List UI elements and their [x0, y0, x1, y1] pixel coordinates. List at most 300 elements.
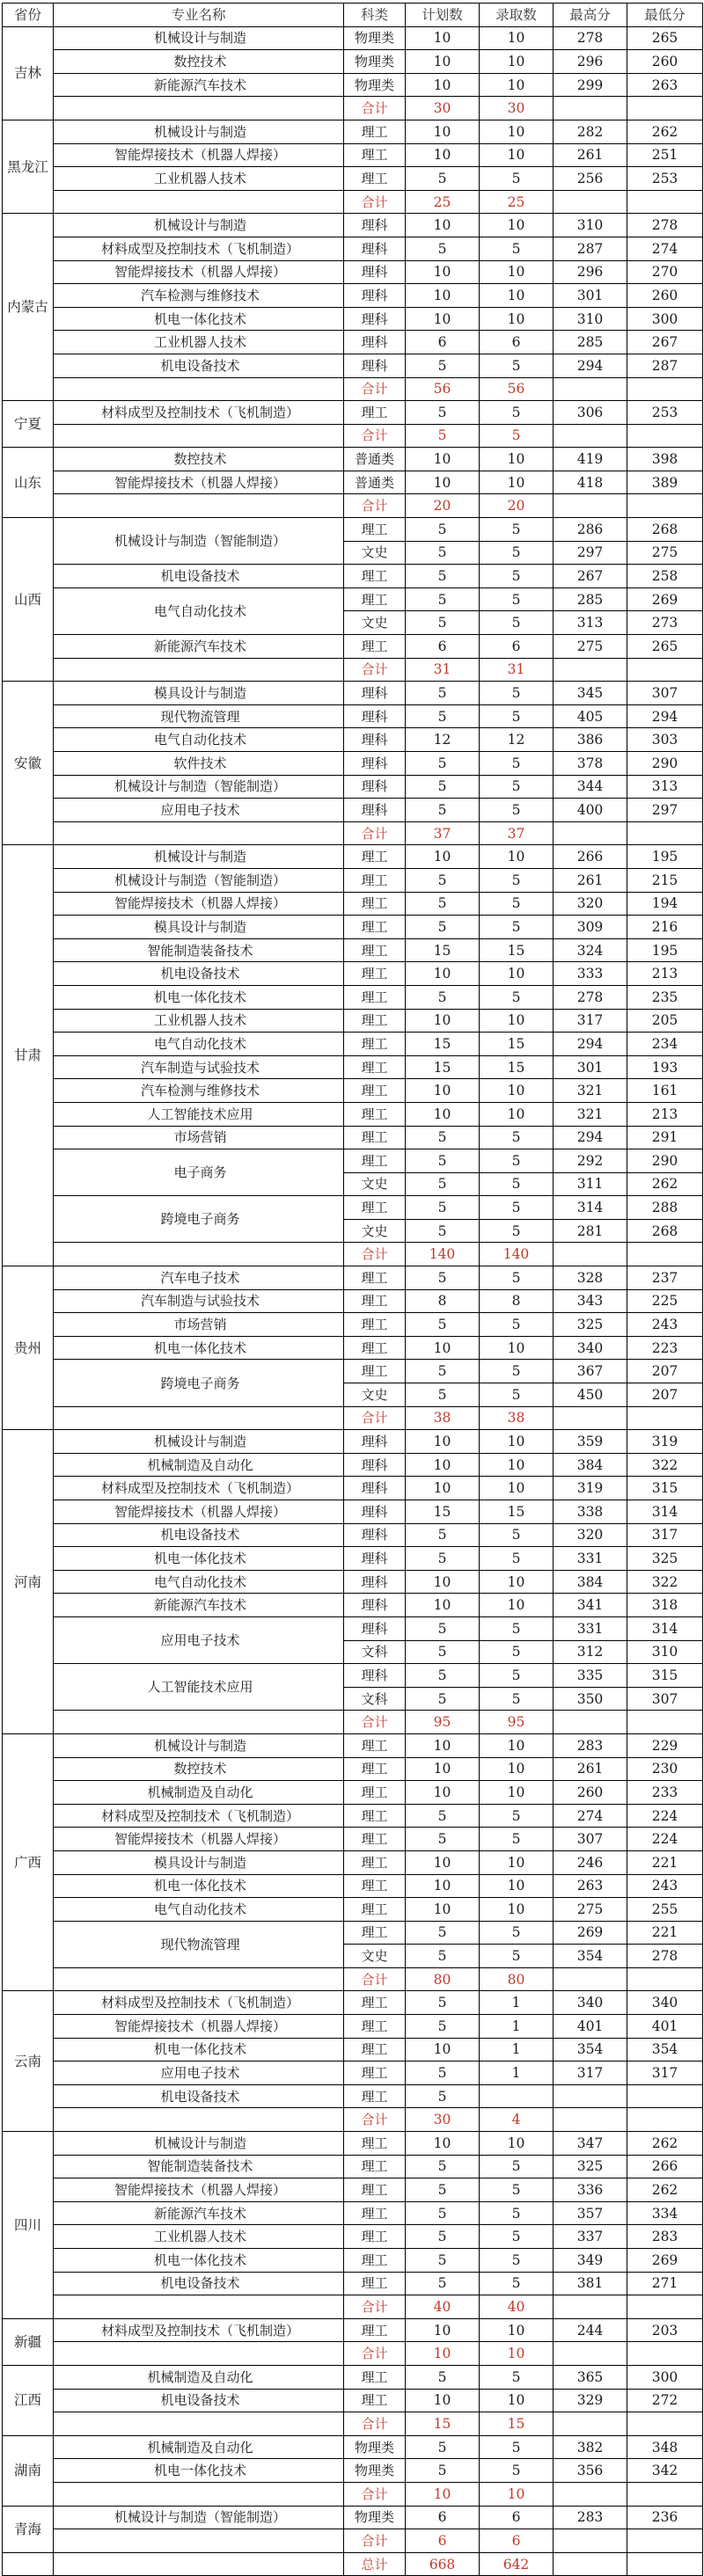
- admit-count: 5: [480, 704, 554, 728]
- table-row: [3, 2132, 703, 2156]
- subject-category: 理工: [344, 1757, 406, 1781]
- min-score: 314: [627, 1500, 703, 1524]
- plan-count: 10: [406, 1336, 480, 1360]
- table-row: [3, 401, 703, 425]
- subject-category: 物理类: [344, 2435, 406, 2459]
- max-score: 418: [554, 471, 627, 494]
- subtotal-empty: [627, 1711, 703, 1734]
- admit-count: 15: [480, 938, 554, 962]
- subject-category: 文史: [344, 541, 406, 565]
- admit-count: 5: [480, 1266, 554, 1290]
- min-score: 221: [627, 1921, 703, 1945]
- max-score: 357: [554, 2201, 627, 2225]
- plan-count: 12: [406, 728, 480, 752]
- max-score: 260: [554, 1781, 627, 1805]
- major-name: 机械设计与制造: [54, 1733, 344, 1757]
- admit-count: 10: [480, 1009, 554, 1033]
- subject-category: 理工: [344, 2178, 406, 2202]
- subtotal-major-empty: [54, 2108, 344, 2132]
- major-name: 机电设备技术: [54, 2084, 344, 2108]
- min-score: 161: [627, 1079, 703, 1103]
- plan-count: 10: [406, 1079, 480, 1103]
- subject-category: 理工: [344, 2249, 406, 2273]
- subtotal-label: 合计: [344, 1406, 406, 1430]
- subtotal-major-empty: [54, 1243, 344, 1266]
- subtotal-admit: 10: [480, 2482, 554, 2506]
- subject-category: 理工: [344, 2225, 406, 2249]
- max-score: 267: [554, 565, 627, 588]
- subtotal-label: 合计: [344, 2529, 406, 2553]
- subject-category: 物理类: [344, 2506, 406, 2529]
- min-score: 260: [627, 50, 703, 74]
- table-row: [3, 2201, 703, 2225]
- subtotal-admit: 25: [480, 190, 554, 214]
- plan-count: 5: [406, 799, 480, 822]
- table-row: [3, 1102, 703, 1126]
- subtotal-empty: [554, 97, 627, 120]
- subtotal-row: [3, 1243, 703, 1266]
- subtotal-admit: 38: [480, 1406, 554, 1430]
- table-row: [3, 1313, 703, 1337]
- admit-count: 10: [480, 1594, 554, 1617]
- major-name: 电气自动化技术: [54, 587, 344, 634]
- table-row: [3, 1289, 703, 1313]
- subject-category: 理工: [344, 120, 406, 143]
- max-score: 278: [554, 26, 627, 50]
- subtotal-admit: 80: [480, 1967, 554, 1991]
- subtotal-major-empty: [54, 190, 344, 214]
- major-name: 机械设计与制造: [54, 2132, 344, 2156]
- subtotal-row: [3, 2482, 703, 2506]
- min-score: 273: [627, 611, 703, 635]
- min-score: 283: [627, 2225, 703, 2249]
- max-score: 281: [554, 1219, 627, 1243]
- max-score: 246: [554, 1850, 627, 1874]
- table-row: [3, 1523, 703, 1547]
- admit-count: 5: [480, 541, 554, 565]
- subtotal-empty: [554, 377, 627, 401]
- min-score: 216: [627, 916, 703, 939]
- admit-count: 5: [480, 1921, 554, 1945]
- subtotal-plan: 95: [406, 1711, 480, 1734]
- plan-count: 5: [406, 1921, 480, 1945]
- admit-count: 10: [480, 471, 554, 494]
- major-name: 汽车检测与维修技术: [54, 284, 344, 308]
- table-row: [3, 214, 703, 237]
- max-score: 340: [554, 1336, 627, 1360]
- table-row: [3, 237, 703, 260]
- max-score: 294: [554, 1126, 627, 1149]
- admit-count: 5: [480, 2365, 554, 2389]
- plan-count: 5: [406, 752, 480, 776]
- table-row: [3, 2506, 703, 2529]
- header-admitted: 录取数: [480, 4, 554, 27]
- table-row: [3, 1828, 703, 1851]
- max-score: 359: [554, 1430, 627, 1454]
- header-max-score: 最高分: [554, 4, 627, 27]
- subject-category: 理科: [344, 752, 406, 776]
- admit-count: 12: [480, 728, 554, 752]
- max-score: 269: [554, 1921, 627, 1945]
- subtotal-major-empty: [54, 658, 344, 682]
- min-score: 275: [627, 541, 703, 565]
- subject-category: 理工: [344, 1266, 406, 1290]
- grand-total-empty: [627, 2552, 703, 2576]
- plan-count: 5: [406, 518, 480, 542]
- subtotal-row: [3, 377, 703, 401]
- table-row: [3, 845, 703, 869]
- min-score: 253: [627, 401, 703, 425]
- min-score: 243: [627, 1874, 703, 1898]
- major-name: 机电设备技术: [54, 2272, 344, 2295]
- major-name: 跨境电子商务: [54, 1196, 344, 1243]
- admit-count: 10: [480, 1757, 554, 1781]
- table-row: [3, 1898, 703, 1922]
- max-score: 261: [554, 1757, 627, 1781]
- plan-count: 10: [406, 2318, 480, 2342]
- plan-count: 5: [406, 2435, 480, 2459]
- max-score: 292: [554, 1149, 627, 1173]
- province-name: 广西: [3, 1733, 54, 1991]
- province-name: 山东: [3, 448, 54, 518]
- subtotal-plan: 10: [406, 2342, 480, 2366]
- major-name: 新能源汽车技术: [54, 73, 344, 97]
- subtotal-plan: 5: [406, 424, 480, 448]
- grand-total-label: 总计: [344, 2552, 406, 2576]
- subtotal-label: 合计: [344, 2412, 406, 2436]
- table-row: [3, 26, 703, 50]
- subject-category: 文科: [344, 1640, 406, 1664]
- admit-count: 10: [480, 1733, 554, 1757]
- table-row: [3, 2015, 703, 2039]
- admit-count: 5: [480, 1383, 554, 1407]
- min-score: 243: [627, 1313, 703, 1337]
- major-name: 机械制造及自动化: [54, 2435, 344, 2459]
- min-score: 303: [627, 728, 703, 752]
- table-row: [3, 938, 703, 962]
- subtotal-admit: 31: [480, 658, 554, 682]
- subtotal-empty: [627, 1243, 703, 1266]
- table-row: [3, 2038, 703, 2062]
- subtotal-admit: 6: [480, 2529, 554, 2553]
- max-score: 244: [554, 2318, 627, 2342]
- plan-count: 5: [406, 1687, 480, 1711]
- table-row: [3, 2318, 703, 2342]
- table-row: [3, 1126, 703, 1149]
- plan-count: 10: [406, 2038, 480, 2062]
- subject-category: 理工: [344, 1828, 406, 1851]
- subtotal-empty: [627, 821, 703, 845]
- subject-category: 理工: [344, 1313, 406, 1337]
- subtotal-label: 合计: [344, 377, 406, 401]
- table-row: [3, 682, 703, 705]
- subtotal-plan: 56: [406, 377, 480, 401]
- subject-category: 理工: [344, 1102, 406, 1126]
- table-body: [3, 26, 703, 2576]
- subtotal-empty: [627, 2295, 703, 2319]
- max-score: 335: [554, 1664, 627, 1688]
- major-name: 机械设计与制造: [54, 214, 344, 237]
- subject-category: 理工: [344, 565, 406, 588]
- admit-count: 5: [480, 2155, 554, 2178]
- table-row: [3, 1477, 703, 1500]
- admit-count: 10: [480, 2132, 554, 2156]
- table-row: [3, 1991, 703, 2015]
- subtotal-row: [3, 2412, 703, 2436]
- major-name: 机电一体化技术: [54, 307, 344, 331]
- subject-category: 物理类: [344, 50, 406, 74]
- min-score: 268: [627, 518, 703, 542]
- subtotal-admit: 10: [480, 2342, 554, 2366]
- major-name: 现代物流管理: [54, 704, 344, 728]
- subject-category: 理工: [344, 962, 406, 986]
- admit-count: 5: [480, 1616, 554, 1640]
- min-score: 195: [627, 845, 703, 869]
- table-row: [3, 2084, 703, 2108]
- max-score: 336: [554, 2178, 627, 2202]
- plan-count: 5: [406, 1360, 480, 1383]
- max-score: 331: [554, 1547, 627, 1571]
- min-score: 262: [627, 2178, 703, 2202]
- max-score: 296: [554, 50, 627, 74]
- subtotal-empty: [554, 1967, 627, 1991]
- min-score: 272: [627, 2389, 703, 2412]
- major-name: 工业机器人技术: [54, 2225, 344, 2249]
- subject-category: 理工: [344, 1898, 406, 1922]
- table-row: [3, 1850, 703, 1874]
- subject-category: 理科: [344, 799, 406, 822]
- subtotal-major-empty: [54, 2295, 344, 2319]
- admit-count: 10: [480, 448, 554, 471]
- subtotal-admit: 20: [480, 494, 554, 518]
- min-score: 274: [627, 237, 703, 260]
- table-row: [3, 1453, 703, 1477]
- major-name: 机械设计与制造: [54, 26, 344, 50]
- min-score: 224: [627, 1828, 703, 1851]
- max-score: 313: [554, 611, 627, 635]
- min-score: 207: [627, 1360, 703, 1383]
- subtotal-admit: 40: [480, 2295, 554, 2319]
- admit-count: 10: [480, 284, 554, 308]
- major-name: 机电一体化技术: [54, 2038, 344, 2062]
- max-score: 405: [554, 704, 627, 728]
- major-name: 市场营销: [54, 1313, 344, 1337]
- major-name: 智能焊接技术（机器人焊接）: [54, 892, 344, 916]
- max-score: 325: [554, 1313, 627, 1337]
- major-name: 智能制造装备技术: [54, 938, 344, 962]
- plan-count: 5: [406, 892, 480, 916]
- max-score: 310: [554, 214, 627, 237]
- table-row: [3, 2178, 703, 2202]
- subtotal-row: [3, 1711, 703, 1734]
- table-row: [3, 587, 703, 611]
- max-score: 386: [554, 728, 627, 752]
- plan-count: 10: [406, 260, 480, 284]
- max-score: 261: [554, 143, 627, 167]
- subject-category: 理科: [344, 728, 406, 752]
- subtotal-plan: 10: [406, 2482, 480, 2506]
- subtotal-empty: [554, 494, 627, 518]
- table-row: [3, 752, 703, 776]
- subject-category: 理科: [344, 775, 406, 799]
- major-name: 机械制造及自动化: [54, 2365, 344, 2389]
- admit-count: [480, 2084, 554, 2108]
- subject-category: 理科: [344, 331, 406, 354]
- subject-category: 物理类: [344, 26, 406, 50]
- subtotal-label: 合计: [344, 1711, 406, 1734]
- subtotal-label: 合计: [344, 658, 406, 682]
- admit-count: 10: [480, 50, 554, 74]
- min-score: 294: [627, 704, 703, 728]
- table-row: [3, 1360, 703, 1383]
- table-row: [3, 167, 703, 191]
- plan-count: 5: [406, 2178, 480, 2202]
- plan-count: 5: [406, 611, 480, 635]
- plan-count: 10: [406, 26, 480, 50]
- plan-count: 10: [406, 2132, 480, 2156]
- subtotal-empty: [554, 1711, 627, 1734]
- admit-count: 1: [480, 1991, 554, 2015]
- plan-count: 10: [406, 1009, 480, 1033]
- subject-category: 理科: [344, 354, 406, 377]
- max-score: 283: [554, 2506, 627, 2529]
- header-province: 省份: [3, 4, 54, 27]
- admit-count: 10: [480, 1477, 554, 1500]
- min-score: 317: [627, 2062, 703, 2085]
- plan-count: 5: [406, 2225, 480, 2249]
- subject-category: 理科: [344, 1477, 406, 1500]
- plan-count: 5: [406, 565, 480, 588]
- min-score: 271: [627, 2272, 703, 2295]
- major-name: 材料成型及控制技术（飞机制造）: [54, 401, 344, 425]
- plan-count: 5: [406, 541, 480, 565]
- table-row: [3, 307, 703, 331]
- max-score: 309: [554, 916, 627, 939]
- admit-count: 10: [480, 845, 554, 869]
- major-name: 材料成型及控制技术（飞机制造）: [54, 2318, 344, 2342]
- major-name: 机电一体化技术: [54, 2249, 344, 2273]
- subject-category: 理科: [344, 1616, 406, 1640]
- table-row: [3, 916, 703, 939]
- major-name: 工业机器人技术: [54, 1009, 344, 1033]
- max-score: 278: [554, 985, 627, 1009]
- subtotal-major-empty: [54, 494, 344, 518]
- subject-category: 理工: [344, 518, 406, 542]
- min-score: 268: [627, 1219, 703, 1243]
- min-score: 193: [627, 1055, 703, 1079]
- admit-count: 5: [480, 916, 554, 939]
- province-name: 新疆: [3, 2318, 54, 2365]
- min-score: 269: [627, 2249, 703, 2273]
- table-row: [3, 1149, 703, 1173]
- admit-count: 5: [480, 799, 554, 822]
- min-score: 290: [627, 752, 703, 776]
- table-row: [3, 2225, 703, 2249]
- subject-category: 理工: [344, 1196, 406, 1220]
- max-score: 384: [554, 1453, 627, 1477]
- subject-category: 理工: [344, 1360, 406, 1383]
- min-score: 235: [627, 985, 703, 1009]
- subject-category: 理科: [344, 1430, 406, 1454]
- plan-count: 10: [406, 1453, 480, 1477]
- min-score: 258: [627, 565, 703, 588]
- admit-count: 10: [480, 1898, 554, 1922]
- admit-count: 6: [480, 331, 554, 354]
- province-name: 甘肃: [3, 845, 54, 1266]
- major-name: 机电一体化技术: [54, 1547, 344, 1571]
- max-score: 328: [554, 1266, 627, 1290]
- table-row: [3, 1336, 703, 1360]
- max-score: 321: [554, 1079, 627, 1103]
- major-name: 汽车制造与试验技术: [54, 1055, 344, 1079]
- min-score: 267: [627, 331, 703, 354]
- subject-category: 理科: [344, 1570, 406, 1594]
- max-score: 345: [554, 682, 627, 705]
- subtotal-empty: [627, 2342, 703, 2366]
- plan-count: 5: [406, 1828, 480, 1851]
- subject-category: 理科: [344, 307, 406, 331]
- min-score: 195: [627, 938, 703, 962]
- subtotal-major-empty: [54, 1406, 344, 1430]
- subtotal-major-empty: [54, 424, 344, 448]
- min-score: 300: [627, 2365, 703, 2389]
- header-row: [3, 4, 703, 27]
- subtotal-plan: 30: [406, 97, 480, 120]
- max-score: 294: [554, 1033, 627, 1056]
- admit-count: 5: [480, 1313, 554, 1337]
- min-score: 278: [627, 1945, 703, 1968]
- min-score: 334: [627, 2201, 703, 2225]
- subtotal-admit: 95: [480, 1711, 554, 1734]
- admit-count: 10: [480, 2389, 554, 2412]
- subject-category: 理工: [344, 938, 406, 962]
- plan-count: 5: [406, 1945, 480, 1968]
- subject-category: 理工: [344, 916, 406, 939]
- max-score: 381: [554, 2272, 627, 2295]
- max-score: 317: [554, 1009, 627, 1033]
- admit-count: 5: [480, 775, 554, 799]
- plan-count: 5: [406, 1640, 480, 1664]
- subject-category: 文史: [344, 1172, 406, 1196]
- subject-category: 理工: [344, 167, 406, 191]
- max-score: 419: [554, 448, 627, 471]
- plan-count: 5: [406, 354, 480, 377]
- min-score: 260: [627, 284, 703, 308]
- major-name: 机械设计与制造（智能制造）: [54, 775, 344, 799]
- plan-count: 5: [406, 682, 480, 705]
- plan-count: 5: [406, 775, 480, 799]
- subtotal-label: 合计: [344, 1243, 406, 1266]
- table-row: [3, 799, 703, 822]
- table-row: [3, 985, 703, 1009]
- major-name: 智能焊接技术（机器人焊接）: [54, 1500, 344, 1524]
- plan-count: 10: [406, 1102, 480, 1126]
- subject-category: 理工: [344, 2365, 406, 2389]
- subtotal-admit: 140: [480, 1243, 554, 1266]
- province-name: 湖南: [3, 2435, 54, 2506]
- table-row: [3, 1781, 703, 1805]
- admit-count: 5: [480, 1523, 554, 1547]
- min-score: 354: [627, 2038, 703, 2062]
- max-score: 286: [554, 518, 627, 542]
- major-name: 汽车电子技术: [54, 1266, 344, 1290]
- province-name: 贵州: [3, 1266, 54, 1430]
- subtotal-empty: [554, 821, 627, 845]
- plan-count: 5: [406, 2459, 480, 2483]
- max-score: 354: [554, 2038, 627, 2062]
- table-row: [3, 2155, 703, 2178]
- major-name: 新能源汽车技术: [54, 1594, 344, 1617]
